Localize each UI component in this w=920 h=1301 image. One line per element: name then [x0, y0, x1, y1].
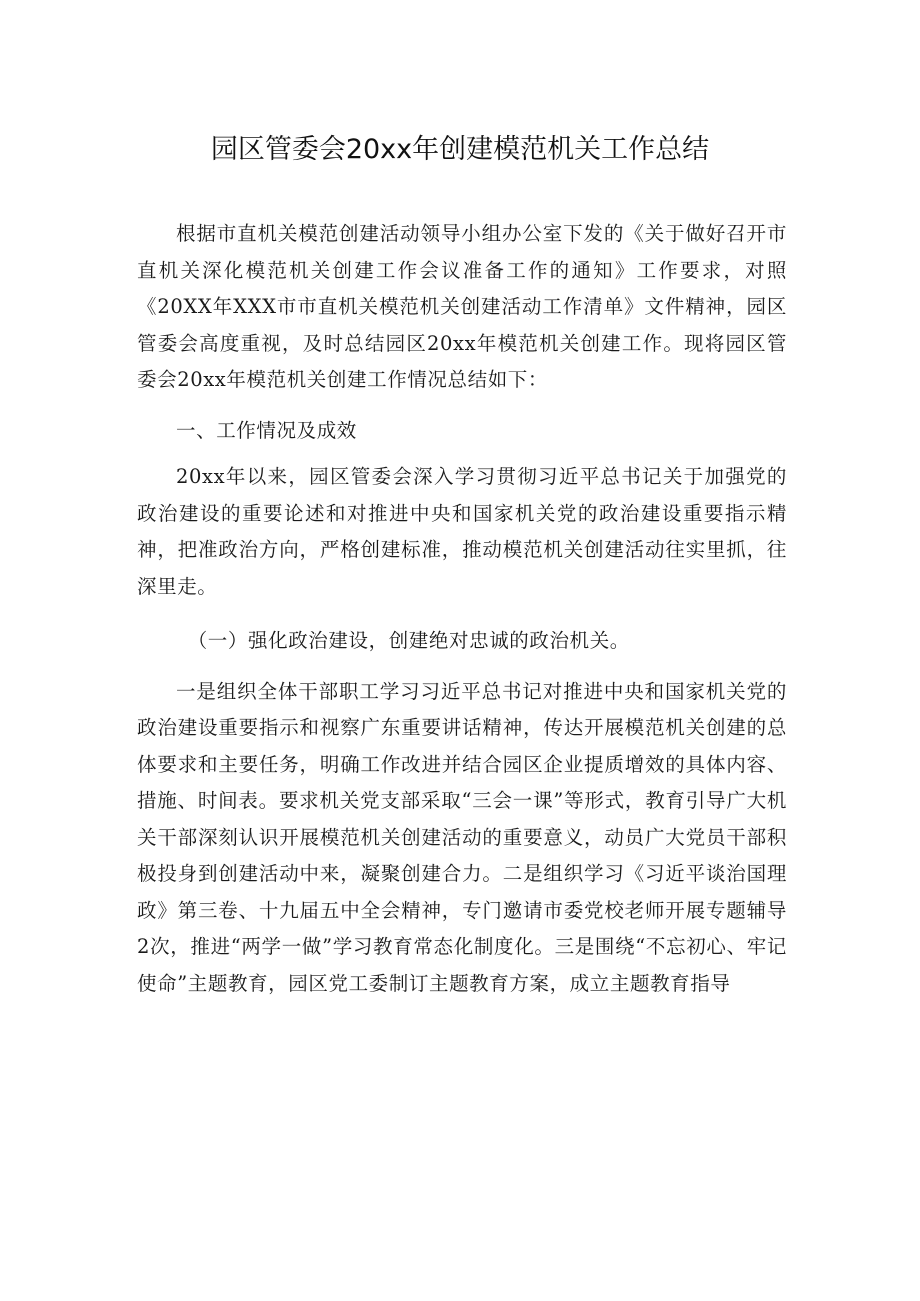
section-1-paragraph: 20xx年以来，园区管委会深入学习贯彻习近平总书记关于加强党的政治建设的重要论述和对推进中央和国家机关党的政治建设重要指示精神，把准政治方向，严格创建标准，推动模范机关创建活动往实里抓，往深里走。: [137, 465, 787, 598]
subsection-heading-1: （一）强化政治建设，创建绝对忠诚的政治机关。: [187, 629, 630, 652]
section-heading-1: 一、工作情况及成效: [176, 418, 357, 442]
subsection-1-paragraph: 一是组织全体干部职工学习习近平总书记对推进中央和国家机关党的政治建设重要指示和视察广东重要讲话精神，传达开展模范机关创建的总体要求和主要任务，明确工作改进并结合园区企业提质增效的具体内容、措施、时间表。要求机关党支部采取“三会一课”等形式，教育引导广大机关干部深刻认识开展模范机关创建活动的重要意义，动员广大党员干部积极投身到创建活动中来，凝聚创建合力。二是组织学习《习近平谈治国理政》第三卷、十九届五中全会精神，专门邀请市委党校老师开展专题辅导2次，推进“两学一做”学习教育常态化制度化。三是围绕“不忘初心、牢记使命”主题教育，园区党工委制订主题教育方案，成立主题教育指导: [137, 679, 787, 995]
document-title: 园区管委会20xx年创建模范机关工作总结: [210, 134, 710, 165]
document-body: [137, 216, 787, 1002]
intro-paragraph: 根据市直机关模范创建活动领导小组办公室下发的《关于做好召开市直机关深化模范机关创建工作会议准备工作的通知》工作要求，对照《20XX年XXX市市直机关模范机关创建活动工作清单》文件精神，园区管委会高度重视，及时总结园区20xx年模范机关创建工作。现将园区管委会20xx年模范机关创建工作情况总结如下：: [137, 222, 787, 391]
